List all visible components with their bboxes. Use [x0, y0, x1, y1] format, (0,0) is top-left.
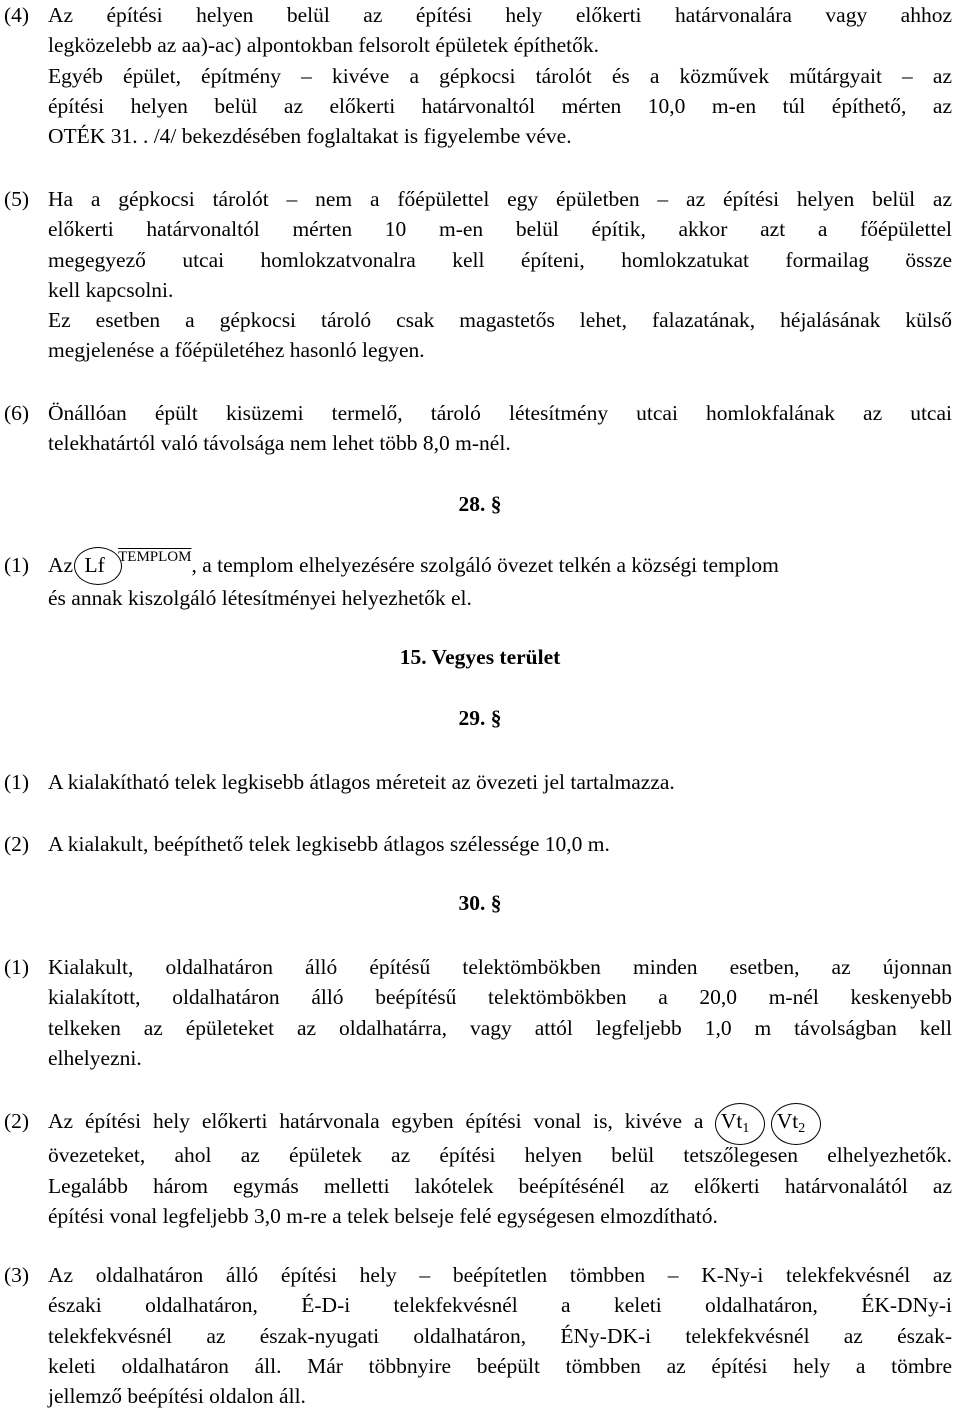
text-line: Az oldalhatáron álló építési hely – beépítetlen tömbben – K-Ny-i telekfekvésnél az [48, 1263, 952, 1287]
paragraph-29-2 [4, 829, 952, 859]
text-line: megjelenése a főépületéhez hasonló legyen. [48, 338, 425, 363]
section-heading-29: 29. § [458, 706, 502, 730]
text-line: Kialakult, oldalhatáron álló építésű telektömbökben minden esetben, az újonnan [48, 955, 952, 979]
paragraph-number: (5) [4, 187, 30, 211]
paragraph-body [48, 1106, 952, 1231]
paragraph-number: (1) [4, 770, 30, 794]
text-line: elhelyezni. [48, 1045, 142, 1070]
text-line: és annak kiszolgáló létesítményei helyezhetők el. [48, 586, 472, 611]
text-line-with-zones [48, 1106, 952, 1140]
paragraph-30-2 [4, 1106, 952, 1231]
zone-circle [715, 1103, 765, 1145]
paragraph-30-1 [4, 952, 952, 1073]
text-line: kialakított, oldalhatáron álló beépítésű telektömbökben a 20,0 m-nél keskenyebb [48, 985, 952, 1010]
paragraph-number: (2) [4, 832, 30, 856]
zone-subscript: 2 [798, 1121, 806, 1136]
text-line: építési helyen belül az előkerti határvonaltól mérten 10,0 m-en túl építhető, az [48, 93, 952, 118]
zone-superscript: TEMPLOM [118, 549, 192, 565]
text-line: övezeteket, ahol az épületek az építési helyen belül tetszőlegesen elhelyezhetők. [48, 1143, 952, 1168]
text-line: Önállóan épült kisüzemi termelő, tároló létesítmény utcai homlokfalának az utcai [48, 401, 952, 425]
paragraph-body [48, 550, 952, 614]
text-line: északi oldalhatáron, É-D-i telekfekvésnél a keleti oldalhatáron, ÉK-DNy-i [48, 1293, 952, 1318]
paragraph-body [48, 829, 952, 859]
paragraph-body [48, 398, 952, 459]
paragraph-28-1 [4, 550, 952, 614]
text-prefix: Az [48, 553, 74, 577]
text-line: Az építési hely előkerti határvonala egyben építési vonal is, kivéve a [48, 1109, 704, 1133]
text-line: Egyéb épület, építmény – kivéve a gépkocsi tárolót és a közművek műtárgyait – az [48, 63, 952, 88]
paragraph-number: (4) [4, 3, 30, 27]
text-rest: , a templom elhelyezésére szolgáló övezet telkén a községi templom [191, 553, 779, 577]
text-line: előkerti határvonaltól mérten 10 m-en belül építik, akkor azt a főépülettel [48, 217, 952, 242]
text-line: Ha a gépkocsi tárolót – nem a főépülettel egy épületben – az építési helyen belül az [48, 187, 952, 211]
paragraph-number: (1) [4, 553, 30, 577]
paragraph-body [48, 184, 952, 366]
paragraph-29-1 [4, 767, 952, 797]
section-heading-30: 30. § [458, 891, 502, 915]
text-line: telekhatártól való távolsága nem lehet több 8,0 m-nél. [48, 431, 511, 456]
text-line: Ez esetben a gépkocsi tároló csak magastetős lehet, falazatának, héjalásának külső [48, 308, 952, 333]
text-line: A kialakítható telek legkisebb átlagos méreteit az övezeti jel tartalmazza. [48, 770, 675, 794]
text-line: telekfekvésnél az észak-nyugati oldalhatáron, ÉNy-DK-i telekfekvésnél az észak- [48, 1323, 952, 1348]
text-line: A kialakult, beépíthető telek legkisebb átlagos szélessége 10,0 m. [48, 832, 610, 856]
text-line: telkeken az épületeket az oldalhatárra, vagy attól legfeljebb 1,0 m távolságban kell [48, 1015, 952, 1040]
text-line: építési vonal legfeljebb 3,0 m-re a telek belseje felé egységesen elmozdítható. [48, 1203, 718, 1228]
paragraph-number: (2) [4, 1109, 30, 1133]
zone-subscript: 1 [742, 1121, 750, 1136]
zone-code: Vt [720, 1109, 743, 1133]
paragraph-6 [4, 398, 952, 459]
zone-symbol-vt1 [721, 1106, 750, 1140]
paragraph-body [48, 767, 952, 797]
text-line: jellemző beépítési oldalon áll. [48, 1384, 306, 1409]
text-line: Az építési helyen belül az építési hely előkerti határvonalára vagy ahhoz [48, 3, 952, 27]
zone-symbol-vt2 [777, 1106, 806, 1140]
text-line: keleti oldalhatáron áll. Már többnyire beépült tömbben az építési hely a tömbre [48, 1353, 952, 1378]
text-line: legközelebb az aa)-ac) alpontokban felsorolt épületek építhetők. [48, 33, 599, 58]
text-line: OTÉK 31. . /4/ bekezdésében foglaltakat is figyelembe véve. [48, 124, 572, 149]
zone-symbol-lf [84, 550, 104, 580]
paragraph-4 [4, 0, 952, 151]
zone-code: Vt [776, 1109, 799, 1133]
section-heading-28: 28. § [458, 492, 502, 516]
paragraph-number: (1) [4, 955, 30, 979]
paragraph-number: (3) [4, 1263, 30, 1287]
paragraph-body [48, 1260, 952, 1411]
paragraph-5 [4, 184, 952, 366]
chapter-heading-15: 15. Vegyes terület [399, 645, 561, 669]
paragraph-body [48, 952, 952, 1073]
text-line: megegyező utcai homlokzatvonalra kell építeni, homlokzatukat formailag össze [48, 247, 952, 272]
zone-circle [771, 1103, 821, 1145]
zone-circle [74, 547, 122, 585]
paragraph-30-3 [4, 1260, 952, 1411]
paragraph-body [48, 0, 952, 151]
text-line: kell kapcsolni. [48, 277, 174, 302]
text-line: Legalább három egymás melletti lakótelek beépítésénél az előkerti határvonalától az [48, 1173, 952, 1198]
paragraph-number: (6) [4, 401, 30, 425]
zone-code: Lf [84, 553, 105, 577]
